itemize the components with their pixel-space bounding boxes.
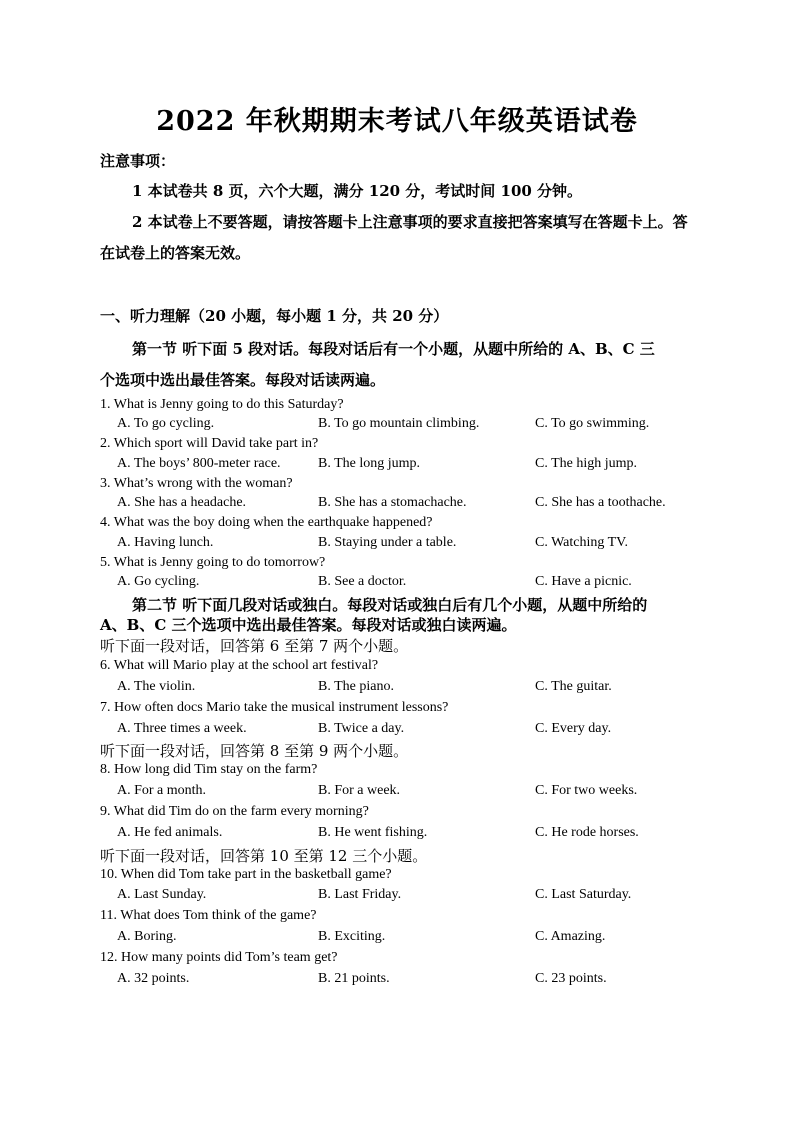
question-11-option-a: A. Boring. [117,929,177,944]
question-10-option-b: B. Last Friday. [318,887,402,902]
question-9-option-a: A. He fed animals. [117,825,223,840]
question-10: 10. When did Tom take part in the basketball game? [100,867,392,882]
listen-instruction-2: 听下面一段对话，回答第 8 至第 9 两个小题。 [100,742,409,760]
question-1-option-a: A. To go cycling. [117,416,215,431]
question-3-option-a: A. She has a headache. [117,495,247,510]
question-2: 2. Which sport will David take part in? [100,436,319,451]
question-6-option-a: A. The violin. [117,679,196,694]
question-7-option-a: A. Three times a week. [117,721,247,736]
part-2-instruction-line-1: 第二节 听下面几段对话或独白。每段对话或独白后有几个小题，从题中所给的 [132,596,648,614]
question-3: 3. What’s wrong with the woman? [100,476,293,491]
listen-instruction-3: 听下面一段对话，回答第 10 至第 12 三个小题。 [100,847,428,865]
question-2-option-c: C. The high jump. [535,456,638,471]
page-title: 2022 年秋期期末考试八年级英语试卷 [156,106,638,137]
question-6: 6. What will Mario play at the school art festival? [100,658,379,673]
question-8-option-c: C. For two weeks. [535,783,638,798]
question-6-option-b: B. The piano. [318,679,394,694]
question-5-option-c: C. Have a picnic. [535,574,632,589]
question-2-option-b: B. The long jump. [318,456,421,471]
question-12-option-c: C. 23 points. [535,971,607,986]
notice-heading: 注意事项： [100,152,176,170]
part-1-instruction-line-2: 个选项中选出最佳答案。每段对话读两遍。 [100,371,386,389]
question-4-option-a: A. Having lunch. [117,535,214,550]
question-9: 9. What did Tim do on the farm every morning? [100,804,369,819]
question-1-option-b: B. To go mountain climbing. [318,416,480,431]
notice-item-1: 1 本试卷共 8 页，六个大题，满分 120 分，考试时间 100 分钟。 [132,182,583,200]
question-4: 4. What was the boy doing when the earthquake happened? [100,515,433,530]
listen-instruction-1: 听下面一段对话，回答第 6 至第 7 两个小题。 [100,637,409,655]
question-8: 8. How long did Tim stay on the farm? [100,762,318,777]
question-3-option-c: C. She has a toothache. [535,495,666,510]
question-6-option-c: C. The guitar. [535,679,612,694]
question-5: 5. What is Jenny going to do tomorrow? [100,555,326,570]
question-11-option-b: B. Exciting. [318,929,386,944]
question-3-option-b: B. She has a stomachache. [318,495,467,510]
question-5-option-a: A. Go cycling. [117,574,200,589]
question-7-option-c: C. Every day. [535,721,612,736]
question-4-option-c: C. Watching TV. [535,535,628,550]
question-4-option-b: B. Staying under a table. [318,535,457,550]
question-2-option-a: A. The boys’ 800-meter race. [117,456,281,471]
question-9-option-c: C. He rode horses. [535,825,639,840]
question-9-option-b: B. He went fishing. [318,825,428,840]
question-8-option-b: B. For a week. [318,783,401,798]
question-12: 12. How many points did Tom’s team get? [100,950,338,965]
part-1-instruction-line-1: 第一节 听下面 5 段对话。每段对话后有一个小题，从题中所给的 A、B、C 三 [132,340,655,358]
question-1: 1. What is Jenny going to do this Saturday? [100,397,344,412]
part-2-instruction-line-2: A、B、C 三个选项中选出最佳答案。每段对话或独白读两遍。 [100,616,517,634]
question-7-option-b: B. Twice a day. [318,721,405,736]
question-7: 7. How often docs Mario take the musical instrument lessons? [100,700,449,715]
question-12-option-a: A. 32 points. [117,971,190,986]
section-1-heading: 一、听力理解（20 小题，每小题 1 分，共 20 分） [100,307,449,325]
question-10-option-c: C. Last Saturday. [535,887,632,902]
question-5-option-b: B. See a doctor. [318,574,407,589]
notice-item-2-line-1: 2 本试卷上不要答题，请按答题卡上注意事项的要求直接把答案填写在答题卡上。答 [132,213,688,231]
question-10-option-a: A. Last Sunday. [117,887,207,902]
question-11: 11. What does Tom think of the game? [100,908,317,923]
question-8-option-a: A. For a month. [117,783,207,798]
notice-item-2-line-2: 在试卷上的答案无效。 [100,244,251,262]
question-1-option-c: C. To go swimming. [535,416,650,431]
question-11-option-c: C. Amazing. [535,929,606,944]
question-12-option-b: B. 21 points. [318,971,390,986]
